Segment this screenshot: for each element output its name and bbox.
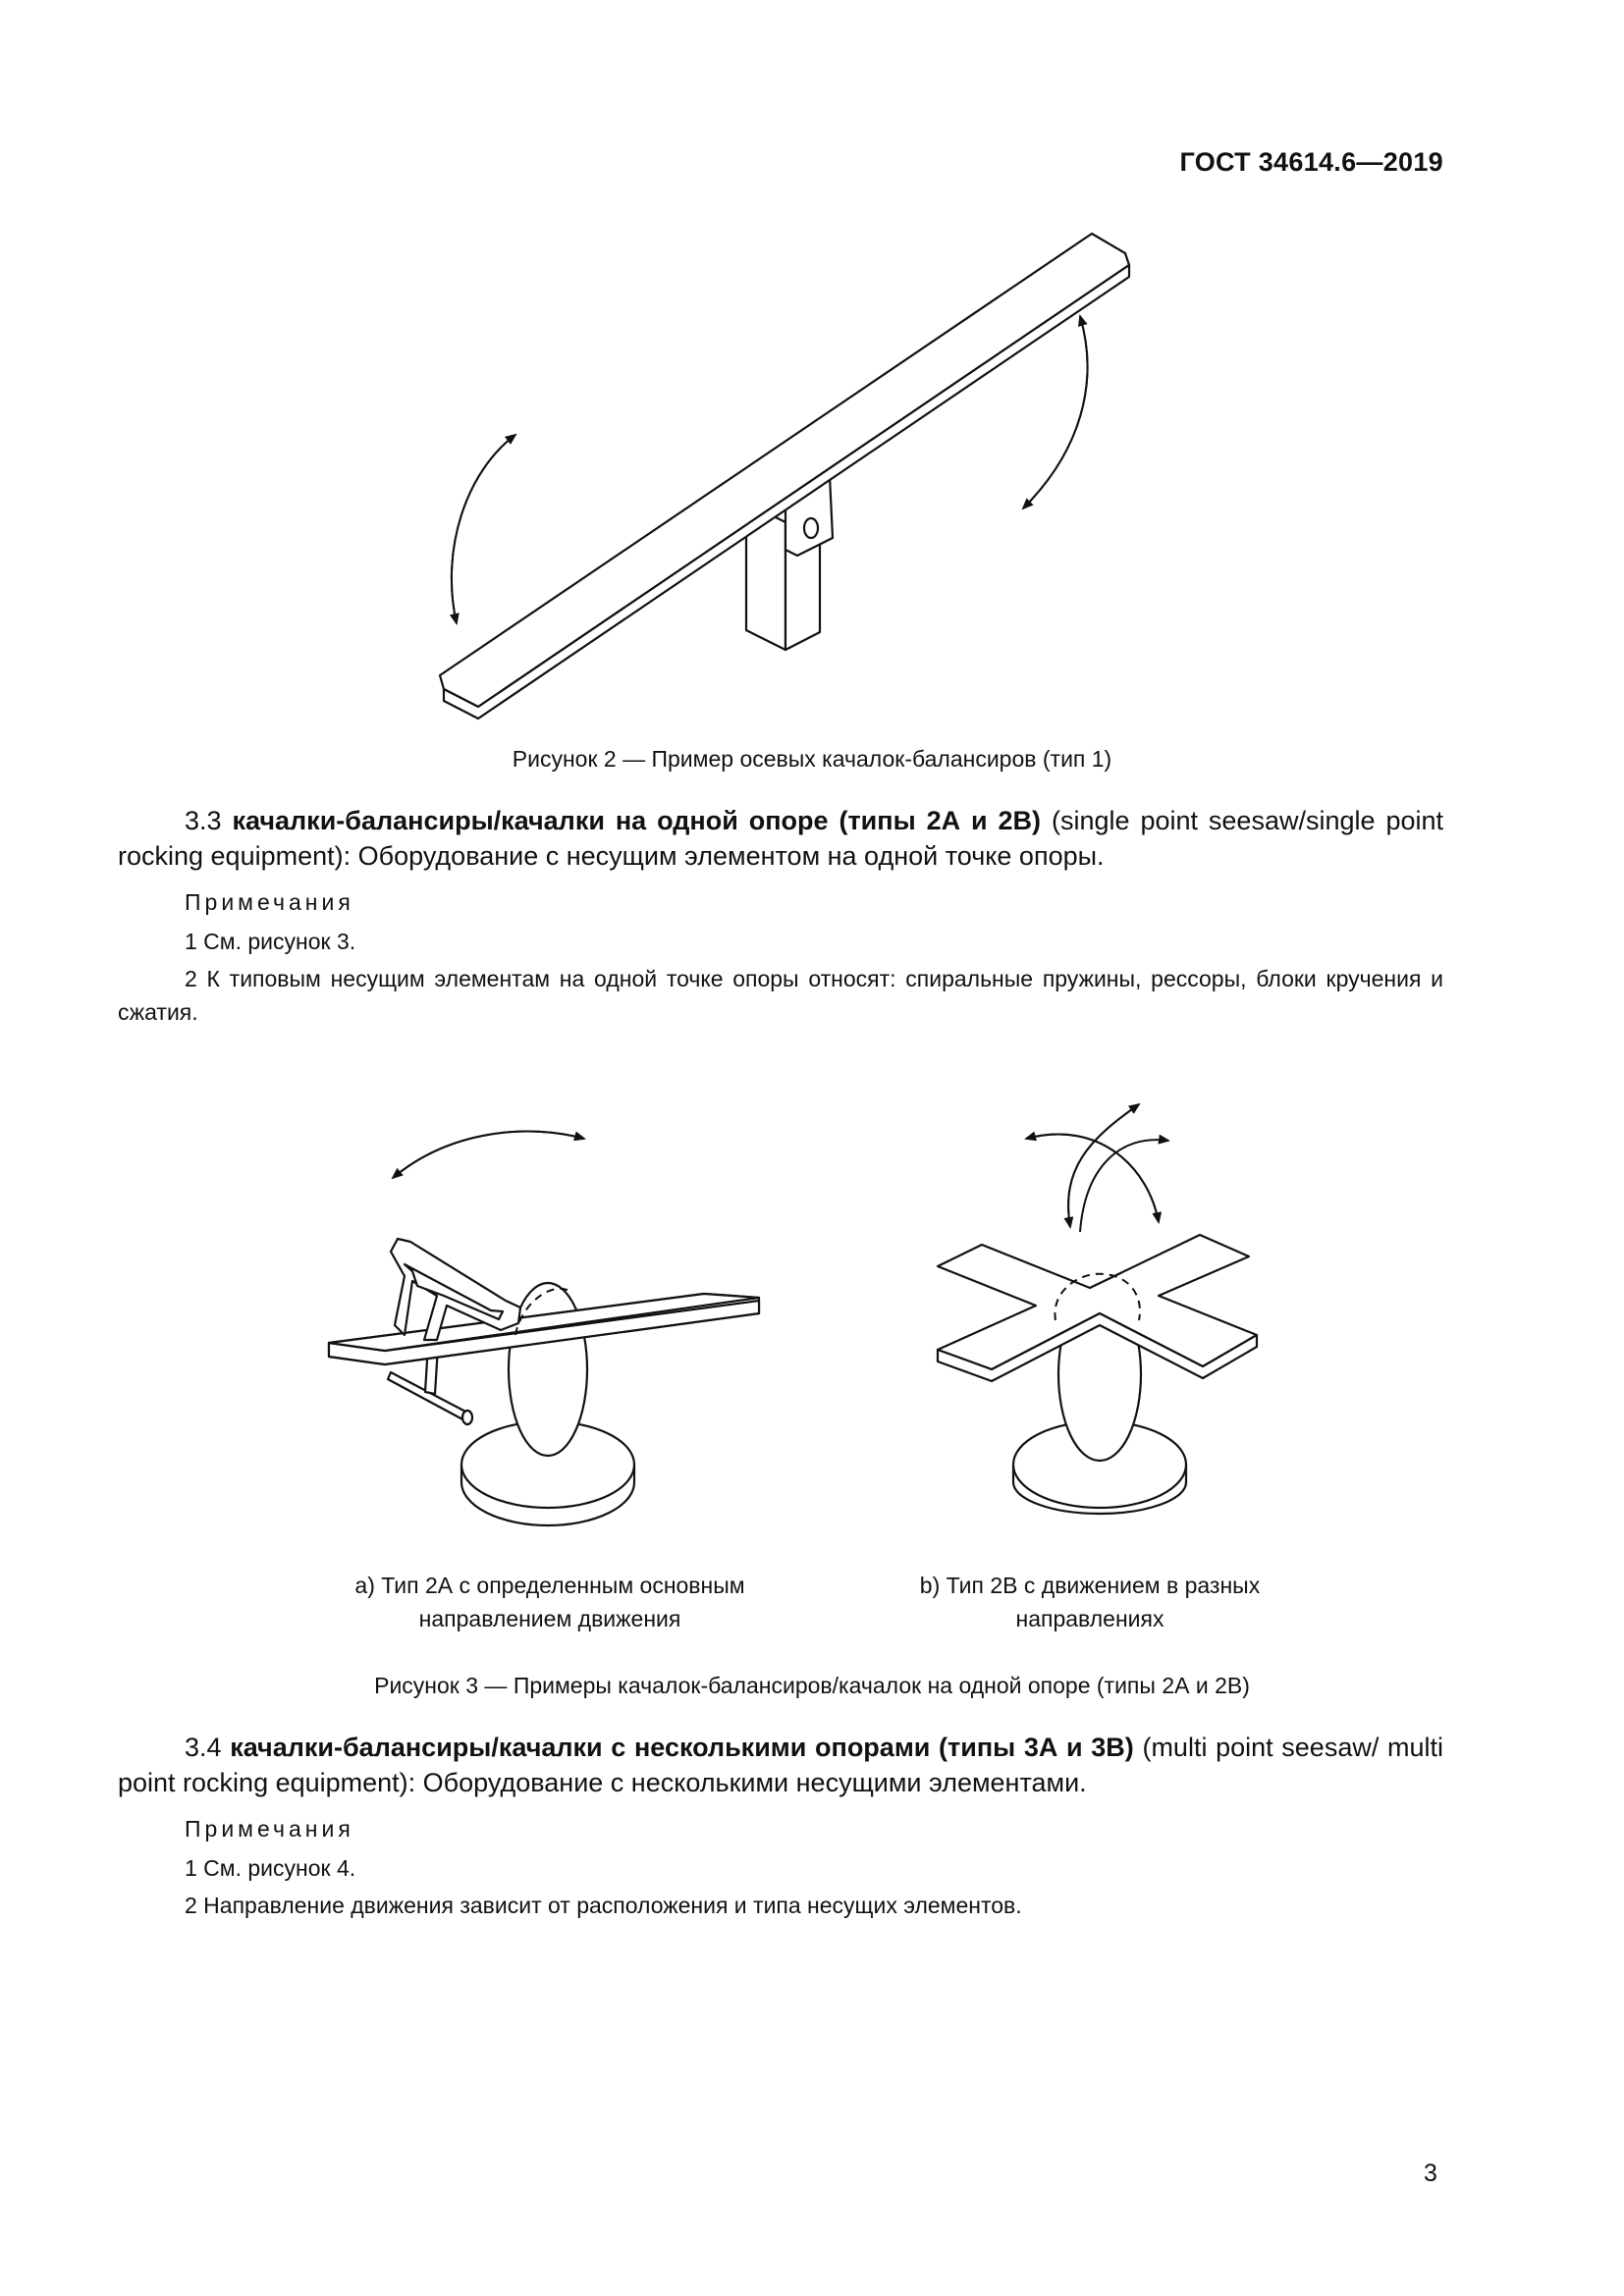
document-header: ГОСТ 34614.6—2019 <box>1179 147 1443 177</box>
figure-2-seesaw-drawing <box>0 0 1624 785</box>
figure-3-drawings <box>0 1080 1624 1571</box>
section-3-4-definition <box>118 1730 1443 1800</box>
figure-3a-label-line1: а) Тип 2А с определенным основным <box>354 1573 745 1598</box>
figure-3b-label-line1: b) Тип 2В с движением в разных <box>919 1573 1261 1598</box>
term-definition: (multi point seesaw/ multi point rocking equipment): Оборудование с несколькими несущими элементами. <box>118 1733 1443 1797</box>
figure-3b-label <box>854 1569 1326 1635</box>
note-2: 2 Направление движения зависит от расположения и типа несущих элементов. <box>185 1893 1022 1918</box>
term-definition: (single point seesaw/single point rocking equipment): Оборудование с несущим элементом на одной точке опоры. <box>118 806 1443 871</box>
section-3-3-definition <box>118 803 1443 874</box>
notes-heading: Примечания <box>185 889 354 915</box>
section-number: 3.4 <box>185 1733 222 1762</box>
note-1: 1 См. рисунок 4. <box>185 1855 356 1881</box>
figure-3-caption: Рисунок 3 — Примеры качалок-балансиров/качалок на одной опоре (типы 2А и 2В) <box>374 1673 1250 1698</box>
term: качалки-балансиры/качалки с несколькими опорами (типы 3А и 3В) <box>230 1733 1134 1762</box>
figure-3a-label <box>295 1569 805 1635</box>
figure-2-caption: Рисунок 2 — Пример осевых качалок-балансиров (тип 1) <box>512 746 1112 772</box>
note-2: 2 К типовым несущим элементам на одной точке опоры относят: спиральные пружины, рессоры, блоки кручения и сжатия. <box>118 966 1443 1025</box>
notes-heading: Примечания <box>185 1816 354 1842</box>
figure-3a-label-line2: направлением движения <box>418 1606 681 1631</box>
figure-3b-label-line2: направлениях <box>1015 1606 1164 1631</box>
note-1: 1 См. рисунок 3. <box>185 929 356 954</box>
term: качалки-балансиры/качалки на одной опоре (типы 2А и 2В) <box>232 806 1042 835</box>
section-number: 3.3 <box>185 806 222 835</box>
page-number: 3 <box>1424 2160 1437 2187</box>
